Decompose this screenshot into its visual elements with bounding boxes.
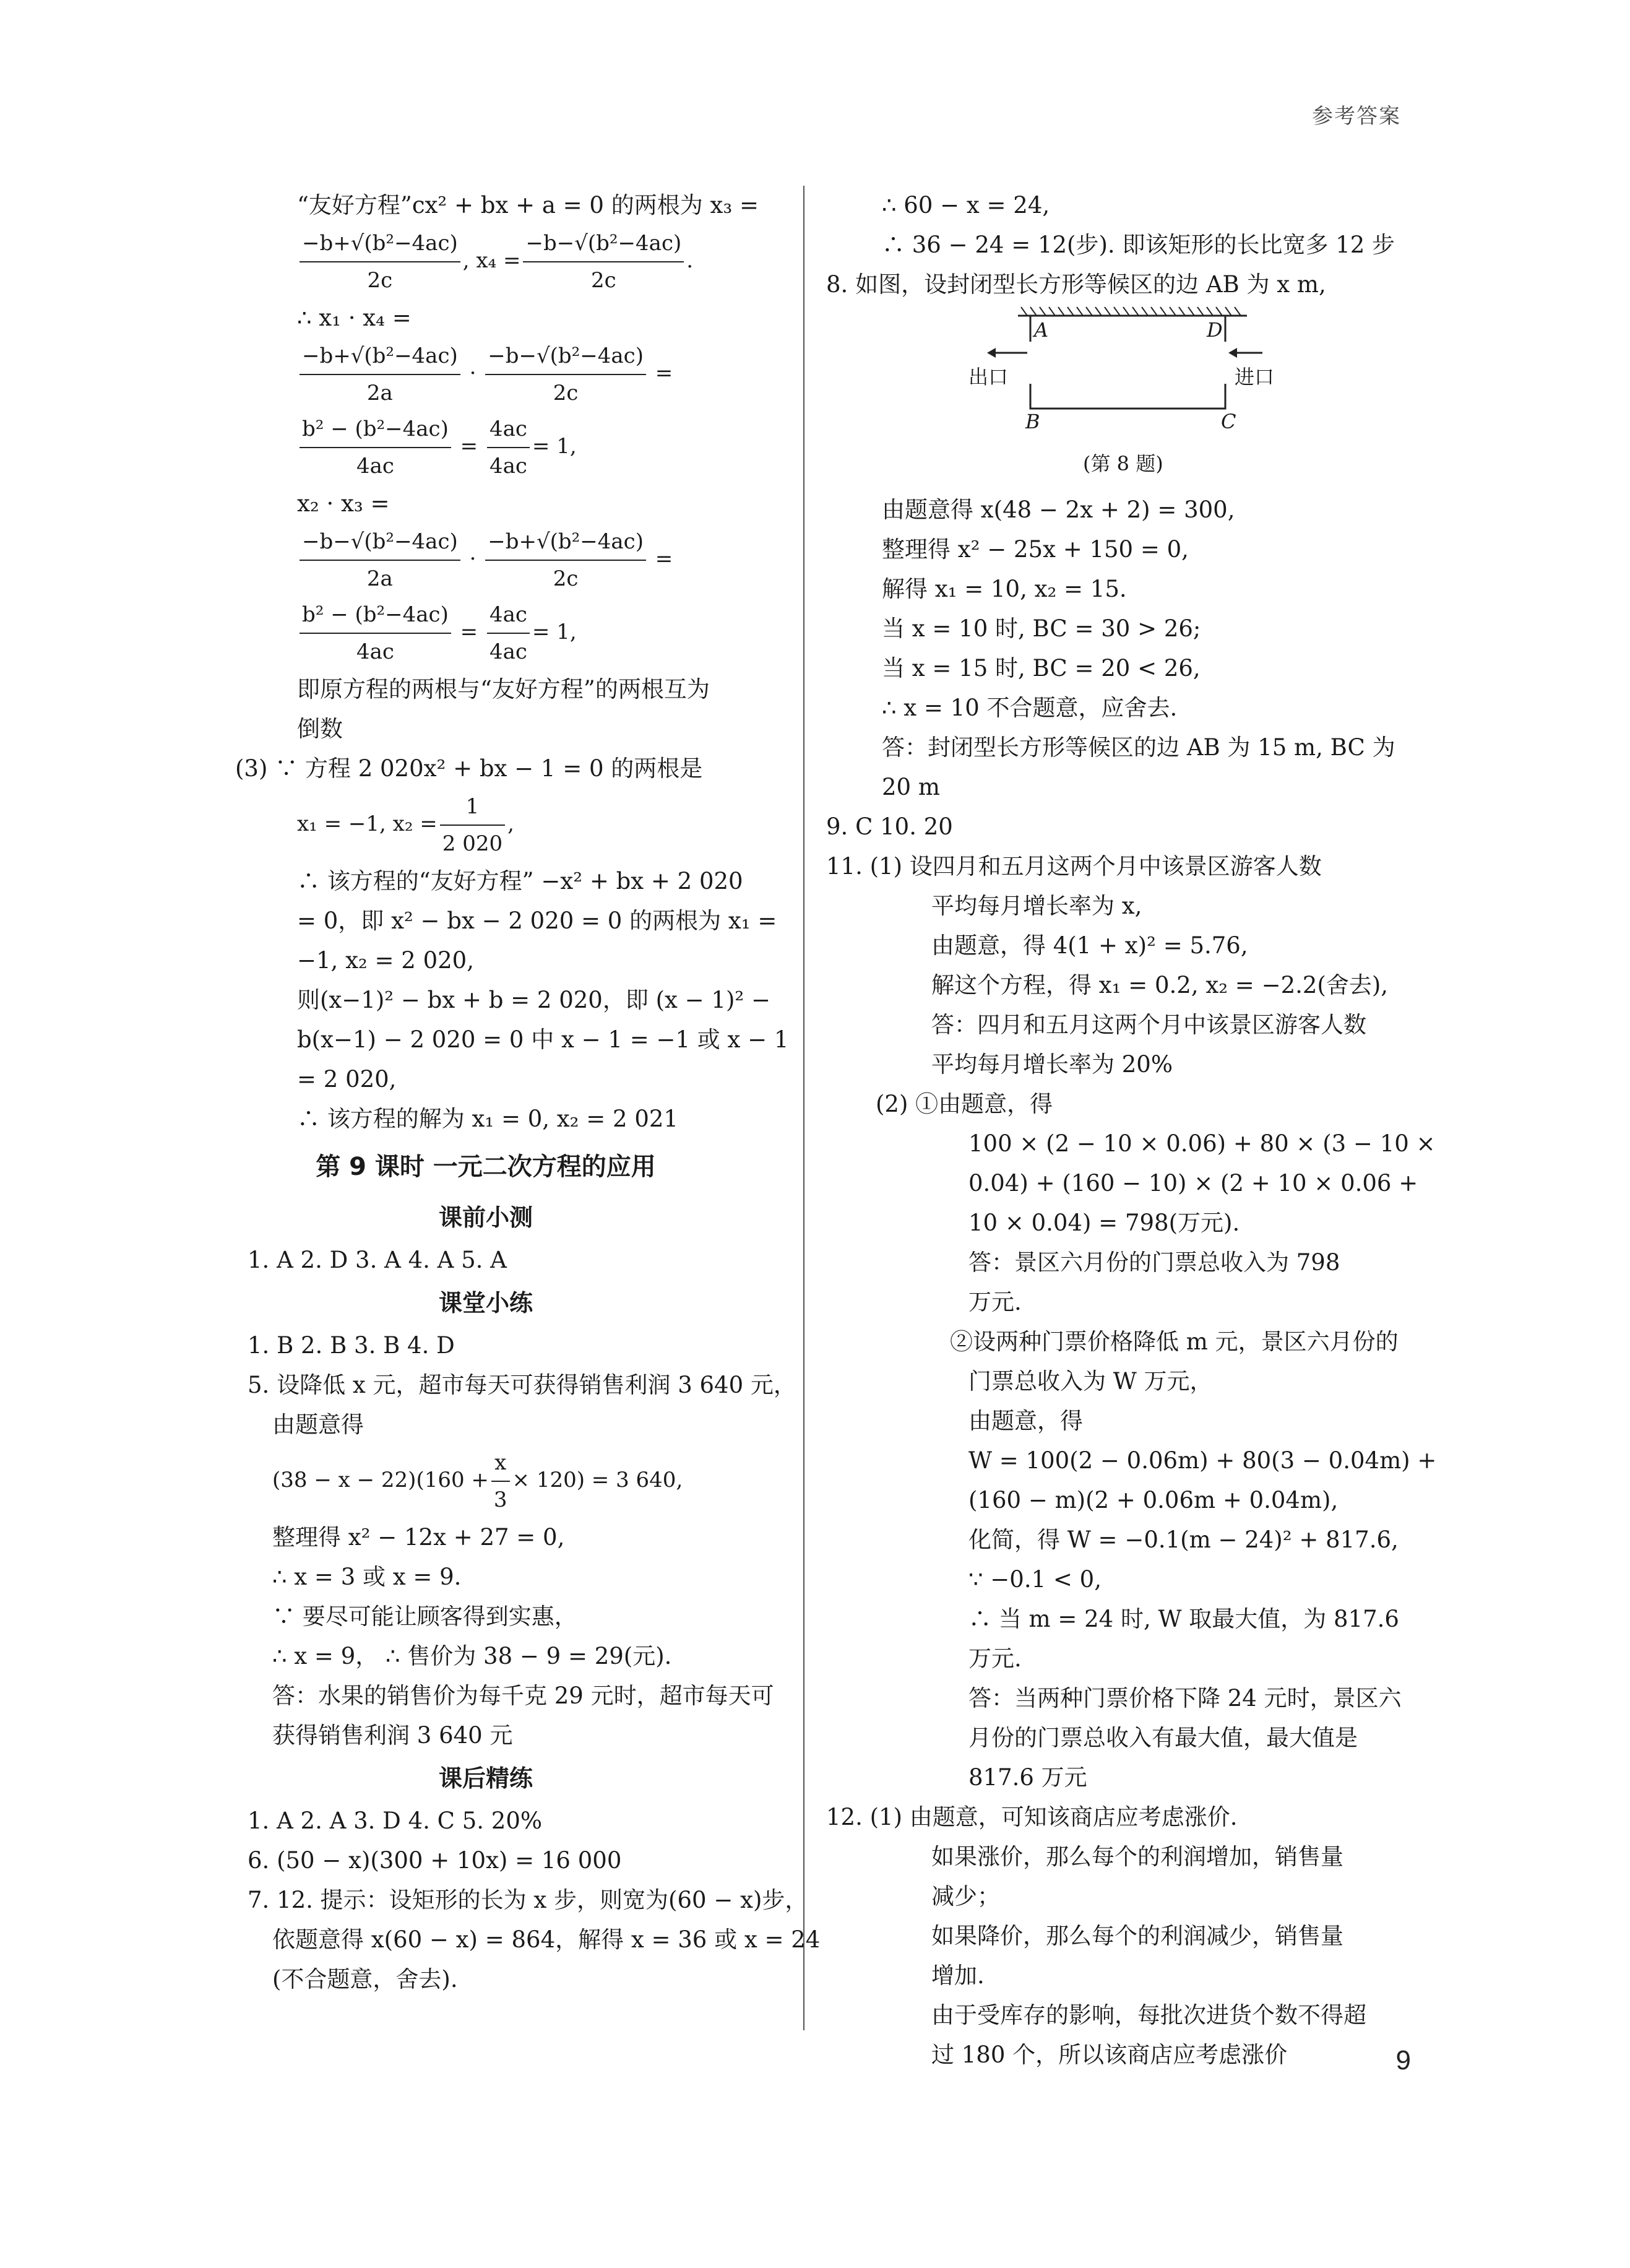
formula-line: $\frac{\text{−b+√(b²−4ac)}}{2a}$ · $\frac{\text{−b−√(b²−4ac)}}{2c}$ = <box>192 338 780 411</box>
lesson-title: 第 9 课时 一元二次方程的应用 <box>316 1153 656 1181</box>
column-divider <box>803 186 804 2030</box>
fraction: $\frac{\text{−b+√(b²−4ac)}}{2a}$ <box>300 338 460 411</box>
text-line: 5. 设降低 x 元，超市每天可获得销售利润 3 640 元， <box>248 1372 796 1398</box>
text-line: ∵ −0.1 < 0, <box>968 1566 1102 1593</box>
formula-line: $\frac{\text{b² − (b²−4ac)}}{4ac}$ = $\frac{4ac}{4ac}$ = 1, <box>192 411 780 484</box>
text-line: 11. (1) 设四月和五月这两个月中该景区游客人数 <box>826 853 1322 880</box>
text-line: 增加. <box>931 1962 985 1989</box>
formula-line: $\frac{\text{−b−√(b²−4ac)}}{2a}$ · $\frac{\text{−b+√(b²−4ac)}}{2c}$ = <box>192 524 780 597</box>
text-line: −1, x₂ = 2 020, <box>297 947 474 974</box>
text-line: 解得 x₁ = 10, x₂ = 15. <box>882 576 1127 602</box>
text-line: ∴ x = 3 或 x = 9. <box>272 1564 462 1590</box>
text-line: 获得销售利润 3 640 元 <box>272 1722 513 1749</box>
text-line: 整理得 x² − 12x + 27 = 0, <box>272 1524 565 1551</box>
vertex-label-c: C <box>1221 410 1236 433</box>
text-line: 依题意得 x(60 − x) = 864，解得 x = 36 或 x = 24 <box>272 1926 821 1953</box>
text-line: 当 x = 15 时, BC = 20 < 26, <box>882 655 1201 682</box>
text-line: 6. (50 − x)(300 + 10x) = 16 000 <box>248 1847 622 1874</box>
text-line: 如果降价，那么每个的利润减少，销售量 <box>931 1923 1343 1949</box>
fraction: $\frac{\text{−b−√(b²−4ac)}}{2a}$ <box>300 524 460 597</box>
text-line: 由题意，得 <box>968 1408 1083 1434</box>
rectangle-diagram <box>968 305 1278 459</box>
exit-label: 出口 <box>968 365 1009 389</box>
answer-line: 9. C 10. 20 <box>826 813 953 840</box>
text-line: 化简，得 W = −0.1(m − 24)² + 817.6, <box>968 1526 1399 1553</box>
vertex-label-a: A <box>1034 318 1049 342</box>
fraction: $\frac{4ac}{4ac}$ <box>487 597 530 670</box>
vertex-label-b: B <box>1025 410 1040 433</box>
page-number: 9 <box>1395 2045 1411 2075</box>
text-line: ∴ 36 − 24 = 12(步). 即该矩形的长比宽多 12 步 <box>882 232 1395 258</box>
formula-line: $\frac{\text{−b+√(b²−4ac)}}{2c}$ , x₄ = $\frac{\text{−b−√(b²−4ac)}}{2c}$ . <box>192 225 780 298</box>
text-line: 20 m <box>882 774 940 800</box>
figure-8-diagram <box>968 305 1278 490</box>
entry-label: 进口 <box>1235 365 1275 389</box>
right-column <box>826 186 1437 2075</box>
text-line: 万元. <box>968 1289 1022 1315</box>
section-heading: 课前小测 <box>438 1204 533 1231</box>
text-line: 100 × (2 − 10 × 0.06) + 80 × (3 − 10 × <box>968 1130 1436 1157</box>
fraction: $\frac{4ac}{4ac}$ <box>487 411 530 484</box>
text-line: ∴ 60 − x = 24, <box>882 192 1050 219</box>
text-line: 月份的门票总收入有最大值，最大值是 <box>968 1725 1358 1751</box>
text-line: ∵ 要尽可能让顾客得到实惠， <box>272 1603 577 1630</box>
page-header: 参考答案 <box>1312 105 1401 128</box>
text-line: 12. (1) 由题意，可知该商店应考虑涨价. <box>826 1804 1238 1830</box>
text-line: 门票总收入为 W 万元， <box>968 1368 1213 1395</box>
text-line: 答：景区六月份的门票总收入为 798 <box>968 1249 1340 1276</box>
fraction: $\frac{\text{b² − (b²−4ac)}}{4ac}$ <box>300 597 451 670</box>
text-line: 整理得 x² − 25x + 150 = 0, <box>882 536 1189 563</box>
left-column <box>192 186 821 1999</box>
text-line: “友好方程”cx² + bx + a = 0 的两根为 x₃ = <box>297 192 759 219</box>
text-line: 817.6 万元 <box>968 1764 1087 1791</box>
text-line: 由于受库存的影响，每批次进货个数不得超 <box>931 2002 1366 2028</box>
formula-line: (38 − x − 22)(160 + $\frac{x}{3}$ × 120) = 3 640, <box>192 1445 780 1518</box>
text-line: 7. 12. 提示：设矩形的长为 x 步，则宽为(60 − x)步， <box>248 1887 808 1913</box>
text-line: 答：当两种门票价格下降 24 元时，景区六 <box>968 1685 1402 1712</box>
fraction: $\frac{\text{b² − (b²−4ac)}}{4ac}$ <box>300 411 451 484</box>
text-line: ∴ 当 m = 24 时, W 取最大值，为 817.6 <box>968 1606 1399 1632</box>
vertex-label-d: D <box>1207 318 1223 342</box>
fraction: $\frac{\text{−b−√(b²−4ac)}}{2c}$ <box>485 338 646 411</box>
text-line: 由题意，得 4(1 + x)² = 5.76, <box>931 932 1248 959</box>
text-line: ∴ x = 10 不合题意，应舍去. <box>882 695 1178 721</box>
text-line: b(x−1) − 2 020 = 0 中 x − 1 = −1 或 x − 1 <box>297 1026 789 1053</box>
text-line: ∴ x = 9， ∴ 售价为 38 − 9 = 29(元). <box>272 1643 672 1669</box>
text-line: 过 180 个，所以该商店应考虑涨价 <box>931 2041 1288 2068</box>
text-line: 如果涨价，那么每个的利润增加，销售量 <box>931 1843 1343 1870</box>
section-heading: 课后精练 <box>438 1765 533 1792</box>
text-line: 答：封闭型长方形等候区的边 AB 为 15 m, BC 为 <box>882 734 1395 761</box>
text-line: W = 100(2 − 0.06m) + 80(3 − 0.04m) + <box>968 1447 1437 1474</box>
text-line: (160 − m)(2 + 0.06m + 0.04m), <box>968 1487 1339 1513</box>
text-line: = 0，即 x² − bx − 2 020 = 0 的两根为 x₁ = <box>297 907 777 934</box>
answer-line: 1. A 2. D 3. A 4. A 5. A <box>248 1247 507 1273</box>
fraction: $\frac{1}{2 020}$ <box>440 789 505 862</box>
text-line: (3) ∵ 方程 2 020x² + bx − 1 = 0 的两根是 <box>235 755 703 782</box>
text-line: ∴ 该方程的“友好方程” −x² + bx + 2 020 <box>297 868 743 894</box>
text-line: 即原方程的两根与“友好方程”的两根互为 <box>297 676 710 703</box>
text-line: 10 × 0.04) = 798(万元). <box>968 1210 1240 1236</box>
figure-caption: (第 8 题) <box>1083 452 1163 475</box>
fraction: $\frac{\text{−b−√(b²−4ac)}}{2c}$ <box>523 225 684 298</box>
text-line: 答：水果的销售价为每千克 29 元时，超市每天可 <box>272 1682 774 1709</box>
text-line: 平均每月增长率为 x, <box>931 893 1142 919</box>
text-line: 答：四月和五月这两个月中该景区游客人数 <box>931 1011 1366 1038</box>
formula-line: $\frac{\text{b² − (b²−4ac)}}{4ac}$ = $\frac{4ac}{4ac}$ = 1, <box>192 597 780 670</box>
fraction: $\frac{\text{−b+√(b²−4ac)}}{2c}$ <box>300 225 460 298</box>
text-line: 减少； <box>931 1883 1000 1910</box>
text-line: = 2 020, <box>297 1066 397 1093</box>
formula-line: x₁ = −1, x₂ = $\frac{1}{2 020}$ , <box>192 789 780 862</box>
text-line: 当 x = 10 时, BC = 30 > 26; <box>882 615 1201 642</box>
text-line: 8. 如图，设封闭型长方形等候区的边 AB 为 x m, <box>826 271 1326 298</box>
text-line: ∴ 该方程的解为 x₁ = 0, x₂ = 2 021 <box>297 1106 678 1132</box>
text-line: (不合题意，舍去). <box>272 1966 458 1993</box>
text-line: 万元. <box>968 1645 1022 1672</box>
text-line: 则(x−1)² − bx + b = 2 020，即 (x − 1)² − <box>297 987 771 1013</box>
text-line: 解这个方程，得 x₁ = 0.2, x₂ = −2.2(舍去), <box>931 972 1389 998</box>
text-line: 倒数 <box>297 716 343 742</box>
text-line: 0.04) + (160 − 10) × (2 + 10 × 0.06 + <box>968 1170 1418 1197</box>
answer-line: 1. B 2. B 3. B 4. D <box>248 1332 455 1359</box>
text-line: 由题意得 <box>272 1411 364 1438</box>
fraction: $\frac{x}{3}$ <box>491 1445 510 1518</box>
text-line: (2) ①由题意，得 <box>876 1091 1053 1117</box>
fraction: $\frac{\text{−b+√(b²−4ac)}}{2c}$ <box>485 524 646 597</box>
text-line: ②设两种门票价格降低 m 元，景区六月份的 <box>950 1328 1399 1355</box>
text-line: 平均每月增长率为 20% <box>931 1051 1173 1078</box>
text-line: x₂ · x₃ = <box>297 490 390 517</box>
text-line: 由题意得 x(48 − 2x + 2) = 300, <box>882 496 1235 523</box>
section-heading: 课堂小练 <box>438 1289 533 1317</box>
answer-line: 1. A 2. A 3. D 4. C 5. 20% <box>248 1807 543 1834</box>
text-line: ∴ x₁ · x₄ = <box>297 305 412 331</box>
